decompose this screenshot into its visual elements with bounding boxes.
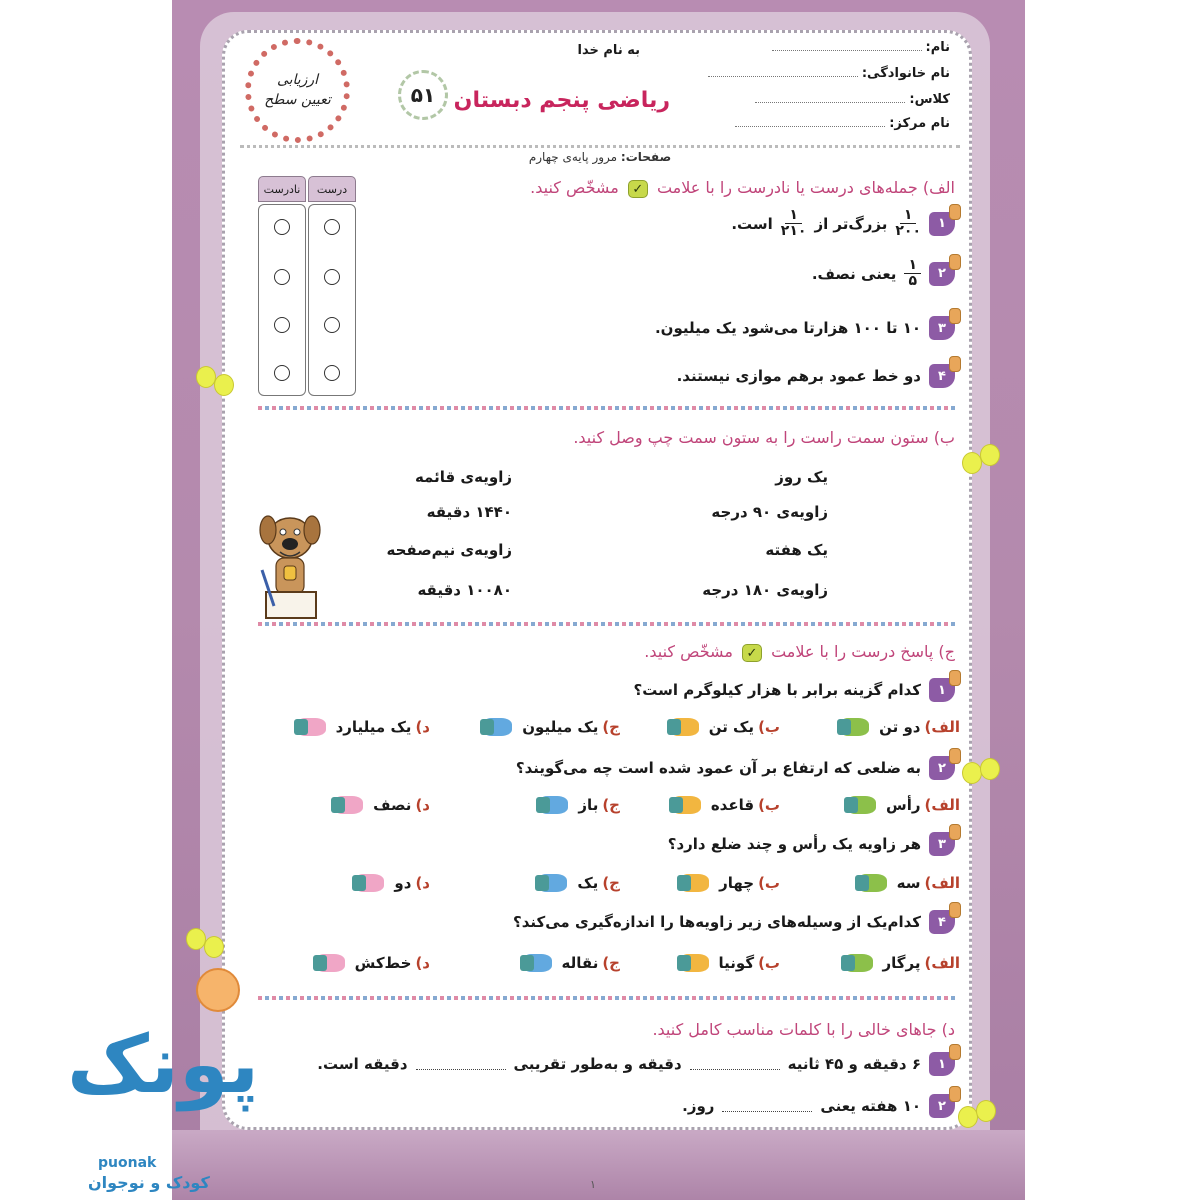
answer-tag-icon[interactable]: [538, 796, 568, 814]
true-radio-1[interactable]: [324, 219, 340, 235]
question-number-badge: ۴: [929, 364, 955, 388]
answer-tag-icon[interactable]: [846, 796, 876, 814]
false-column-header: نادرست: [258, 176, 306, 202]
false-radio-4[interactable]: [274, 365, 290, 381]
dog-mascot-icon: [256, 510, 324, 622]
option-d[interactable]: د) یک میلیارد: [296, 718, 430, 736]
section-divider: [258, 406, 958, 410]
answer-tag-icon[interactable]: [354, 874, 384, 892]
match-left-4[interactable]: ۱۰۰۸۰ دقیقه: [417, 581, 512, 599]
match-left-3[interactable]: زاویه‌ی نیم‌صفحه: [386, 541, 512, 559]
mc-question-3: ۳ هر زاویه یک رأس و چند ضلع دارد؟: [668, 832, 955, 856]
answer-tag-icon[interactable]: [537, 874, 567, 892]
flower-icon: [196, 968, 240, 1012]
answer-tag-icon[interactable]: [839, 718, 869, 736]
question-number-badge: ۲: [929, 756, 955, 780]
statement-3: ۳ ۱۰ تا ۱۰۰ هزارتا می‌شود یک میلیون.: [655, 316, 955, 340]
true-radio-4[interactable]: [324, 365, 340, 381]
match-right-1[interactable]: یک روز: [775, 468, 828, 486]
option-c[interactable]: ج) نقاله: [522, 954, 620, 972]
false-radio-1[interactable]: [274, 219, 290, 235]
answer-tag-icon[interactable]: [679, 874, 709, 892]
question-number-badge: ۴: [929, 910, 955, 934]
bottom-decoration-band: [172, 1130, 1025, 1200]
answer-tag-icon[interactable]: [482, 718, 512, 736]
question-number-badge: ۳: [929, 832, 955, 856]
mc-question-1: ۱ کدام گزینه برابر با هزار کیلوگرم است؟: [634, 678, 956, 702]
true-column: [308, 204, 356, 396]
page-title: ریاضی پنجم دبستان: [453, 88, 670, 113]
fraction: $\frac{۱}{۲۰۰}$: [895, 207, 921, 240]
section-a-title: الف) جمله‌های درست یا نادرست را با علامت ✓ مشخّص کنید.: [530, 178, 955, 197]
match-right-2[interactable]: زاویه‌ی ۹۰ درجه: [711, 503, 828, 521]
fill-blank-1: ۱ ۶ دقیقه و ۴۵ ثانیه دقیقه و به‌طور تقریبی دقیقه است.: [317, 1052, 955, 1076]
option-a[interactable]: الف) رأس: [846, 796, 960, 814]
answer-tag-icon[interactable]: [669, 718, 699, 736]
class-field[interactable]: کلاس:: [755, 92, 950, 107]
section-b-title: ب) ستون سمت راست را به ستون سمت چپ وصل کنید.: [573, 428, 955, 447]
blank-input[interactable]: [722, 1100, 812, 1112]
true-false-table: [258, 176, 356, 396]
match-right-4[interactable]: زاویه‌ی ۱۸۰ درجه: [702, 581, 828, 599]
question-number-badge: ۱: [929, 212, 955, 236]
statement-2: ۲ $\frac{۱}{۵}$ یعنی نصف.: [812, 258, 955, 290]
question-number-badge: ۱: [929, 678, 955, 702]
name-field[interactable]: نام:: [772, 40, 951, 55]
butterfly-icon: [186, 928, 226, 958]
butterfly-icon: [962, 758, 1002, 788]
center-name-field[interactable]: نام مرکز:: [735, 116, 950, 131]
answer-tag-icon[interactable]: [843, 954, 873, 972]
option-b[interactable]: ب) گونیا: [679, 954, 780, 972]
false-radio-2[interactable]: [274, 269, 290, 285]
statement-1: ۱ $\frac{۱}{۲۰۰}$ بزرگ‌تر از $\frac{۱}{۲۱۰}$ است.: [731, 208, 955, 240]
section-d-title: د) جاهای خالی را با کلمات مناسب کامل کنید.: [652, 1020, 955, 1039]
header-divider: [240, 145, 960, 148]
true-radio-2[interactable]: [324, 269, 340, 285]
match-left-2[interactable]: ۱۴۴۰ دقیقه: [426, 503, 512, 521]
option-c[interactable]: ج) یک: [537, 874, 620, 892]
fill-blank-2: ۲ ۱۰ هفته یعنی روز.: [682, 1094, 955, 1118]
blank-input[interactable]: [416, 1058, 506, 1070]
worksheet-header: [240, 38, 960, 148]
option-b[interactable]: ب) قاعده: [671, 796, 780, 814]
assessment-level-badge: ارزیابی تعیین سطح: [245, 38, 350, 143]
question-number-badge: ۱: [929, 1052, 955, 1076]
family-name-field[interactable]: نام خانوادگی:: [708, 66, 950, 81]
true-radio-3[interactable]: [324, 317, 340, 333]
option-c[interactable]: ج) باز: [538, 796, 620, 814]
answer-tag-icon[interactable]: [857, 874, 887, 892]
puonak-logo: پونک puonak کودک و نوجوان: [67, 1018, 260, 1192]
option-b[interactable]: ب) یک تن: [669, 718, 780, 736]
mc-question-2: ۲ به ضلعی که ارتفاع بر آن عمود شده است چه می‌گویند؟: [516, 756, 955, 780]
true-column-header: درست: [308, 176, 356, 202]
checkmark-icon: ✓: [742, 644, 762, 662]
option-d[interactable]: د) خط‌کش: [315, 954, 430, 972]
butterfly-icon: [196, 366, 236, 396]
false-radio-3[interactable]: [274, 317, 290, 333]
page-number: ۱: [590, 1178, 596, 1191]
answer-tag-icon[interactable]: [679, 954, 709, 972]
option-a[interactable]: الف) سه: [857, 874, 960, 892]
option-b[interactable]: ب) چهار: [679, 874, 780, 892]
answer-tag-icon[interactable]: [671, 796, 701, 814]
test-number-badge: ۵۱: [398, 70, 448, 120]
checkmark-icon: ✓: [628, 180, 648, 198]
answer-tag-icon[interactable]: [522, 954, 552, 972]
false-column: [258, 204, 306, 396]
statement-4: ۴ دو خط عمود برهم موازی نیستند.: [677, 364, 955, 388]
answer-tag-icon[interactable]: [333, 796, 363, 814]
fraction: $\frac{۱}{۲۱۰}$: [780, 207, 807, 240]
option-c[interactable]: ج) یک میلیون: [482, 718, 620, 736]
option-d[interactable]: د) دو: [354, 874, 430, 892]
option-d[interactable]: د) نصف: [333, 796, 430, 814]
option-a[interactable]: الف) پرگار: [843, 954, 960, 972]
mc-question-4: ۴ کدام‌یک از وسیله‌های زیر زاویه‌ها را اندازه‌گیری می‌کند؟: [513, 910, 955, 934]
answer-tag-icon[interactable]: [315, 954, 345, 972]
question-number-badge: ۲: [929, 1094, 955, 1118]
match-left-1[interactable]: زاویه‌ی قائمه: [414, 468, 512, 486]
pages-info: صفحات: مرور پایه‌ی چهارم: [528, 150, 672, 164]
section-divider: [258, 622, 958, 626]
question-number-badge: ۳: [929, 316, 955, 340]
answer-tag-icon[interactable]: [296, 718, 326, 736]
section-divider: [258, 996, 958, 1000]
blank-input[interactable]: [690, 1058, 780, 1070]
question-number-badge: ۲: [929, 262, 955, 286]
option-a[interactable]: الف) دو تن: [839, 718, 960, 736]
butterfly-icon: [962, 444, 1002, 474]
basmala: به نام خدا: [577, 43, 640, 58]
butterfly-icon: [958, 1100, 998, 1130]
section-c-title: ج) پاسخ درست را با علامت ✓ مشخّص کنید.: [644, 642, 955, 661]
match-right-3[interactable]: یک هفته: [765, 541, 828, 559]
fraction: $\frac{۱}{۵}$: [904, 258, 921, 290]
